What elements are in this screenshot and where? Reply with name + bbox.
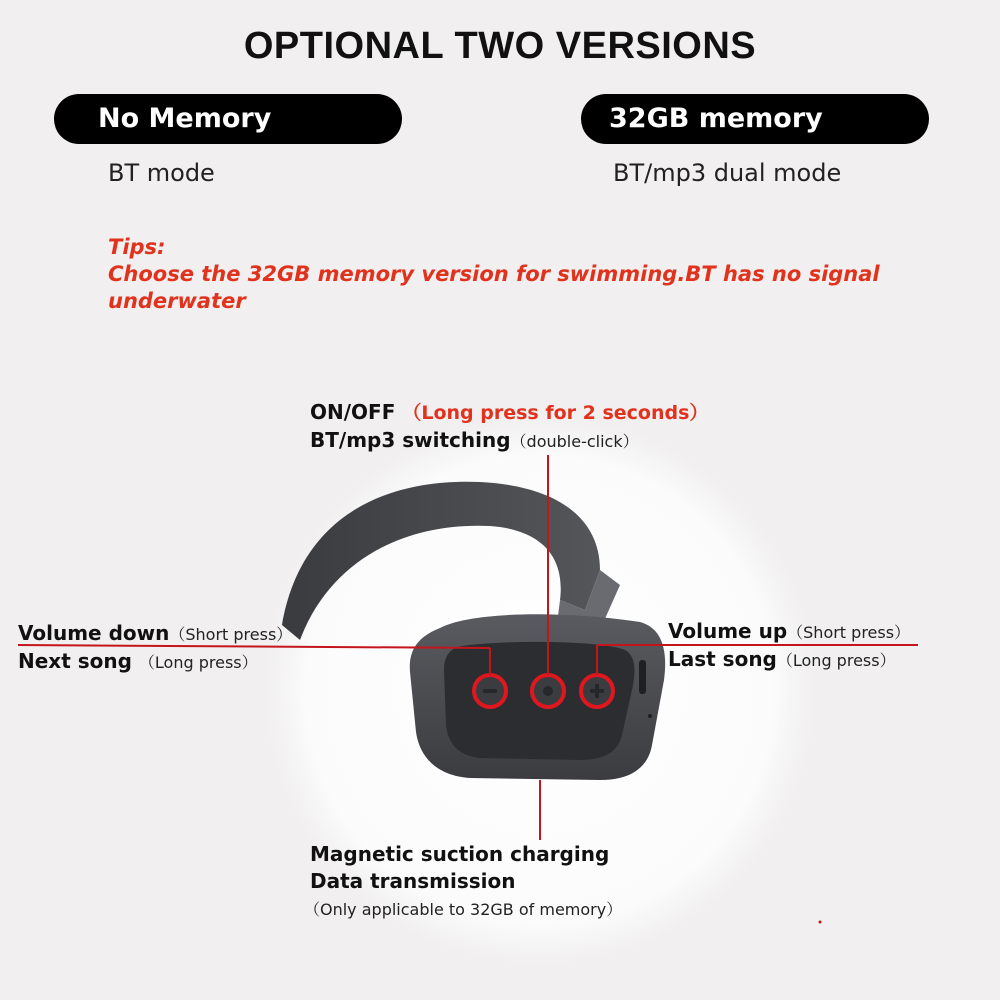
next-song-note: （Long press） bbox=[138, 653, 258, 672]
mode-bt-mp3: BT/mp3 dual mode bbox=[613, 159, 842, 187]
callout-data-transmission: Data transmission bbox=[310, 869, 516, 893]
last-song-label: Last song bbox=[668, 647, 777, 671]
next-song-label: Next song bbox=[18, 649, 132, 673]
version-pill-no-memory: No Memory bbox=[54, 94, 402, 144]
volume-up-note: （Short press） bbox=[787, 623, 911, 642]
callout-next-song bbox=[18, 648, 258, 676]
callout-charging: Magnetic suction charging bbox=[310, 842, 610, 866]
power-note: （Long press for 2 seconds） bbox=[402, 402, 709, 424]
volume-up-label: Volume up bbox=[668, 619, 788, 643]
tips-text: Choose the 32GB memory version for swimming.BT has no signal underwater bbox=[108, 262, 880, 313]
version-pill-32gb-memory: 32GB memory bbox=[581, 94, 929, 144]
callout-memory-note: （Only applicable to 32GB of memory） bbox=[304, 900, 623, 919]
callout-switching bbox=[310, 427, 639, 455]
volume-down-note: （Short press） bbox=[169, 625, 293, 644]
mic-dot bbox=[648, 714, 652, 718]
callout-volume-down bbox=[18, 620, 292, 648]
last-song-note: （Long press） bbox=[776, 651, 896, 670]
callout-last-song bbox=[668, 646, 896, 674]
callout-power bbox=[310, 399, 708, 426]
switching-note: （double-click） bbox=[510, 432, 639, 451]
page-title: OPTIONAL TWO VERSIONS bbox=[243, 25, 757, 67]
volume-down-label: Volume down bbox=[18, 621, 170, 645]
volume-down-button-icon[interactable] bbox=[474, 675, 506, 707]
power-label: ON/OFF bbox=[310, 400, 396, 424]
side-slot bbox=[639, 660, 646, 694]
power-button-icon[interactable] bbox=[532, 675, 564, 707]
volume-up-button-icon[interactable] bbox=[581, 675, 613, 707]
tips-heading: Tips: bbox=[108, 235, 166, 259]
mode-bt: BT mode bbox=[108, 159, 215, 187]
switching-label: BT/mp3 switching bbox=[310, 428, 511, 452]
callout-volume-up bbox=[668, 618, 910, 646]
speck bbox=[819, 921, 822, 924]
